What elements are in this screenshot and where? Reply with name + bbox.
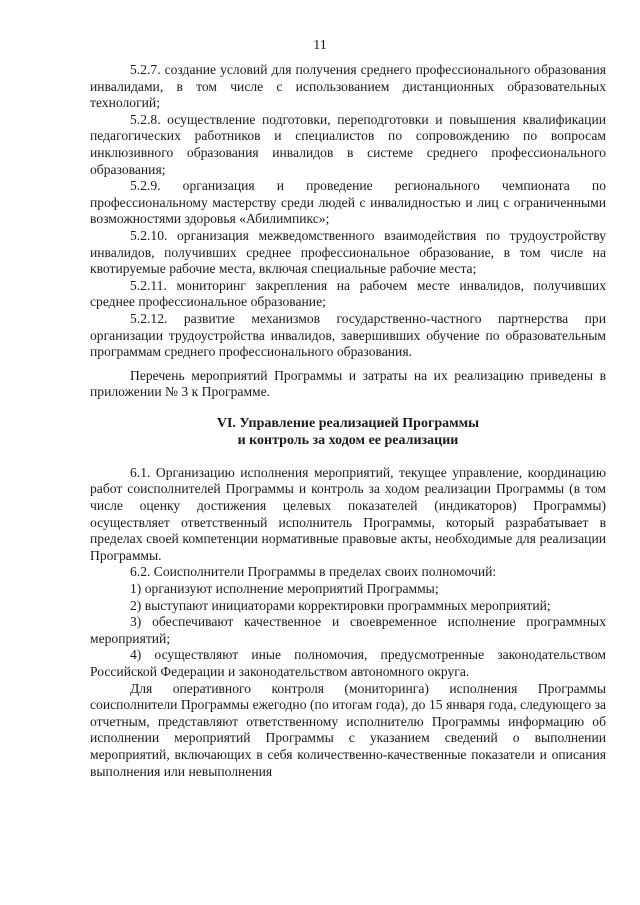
list-item-3: 3) обеспечивают качественное и своевременное исполнение программных мероприятий;	[90, 614, 606, 646]
paragraph-5-2-12: 5.2.12. развитие механизмов государственно-частного партнерства при организации трудоустройства инвалидов, завершивших обучение по образовательным программам среднего профессионального образования.	[90, 310, 606, 360]
section-heading-line-1: VI. Управление реализацией Программы	[216, 415, 480, 431]
list-item-4: 4) осуществляют иные полномочия, предусмотренные законодательством Российской Федерации и законодательством автономного округа.	[90, 647, 606, 679]
monitoring-paragraph: Для оперативного контроля (мониторинга) исполнения Программы соисполнители Программы ежегодно (по итогам года), до 15 января года, следующего за отчетным, представляют ответственному исполнителю Программы информацию об исполнении мероприятий Программы с указанием сведений о выполнении мероприятий, включающих в себя количественно-качественные показатели и описания выполнения или невыполнения	[90, 680, 606, 779]
document-body	[90, 62, 606, 780]
section-heading	[90, 415, 606, 449]
paragraph-5-2-9: 5.2.9. организация и проведение регионального чемпионата по профессиональному мастерству среди людей с инвалидностью и лиц с ограниченными возможностями здоровья «Абилимпикс»;	[90, 178, 606, 227]
paragraph-5-2-11: 5.2.11. мониторинг закрепления на рабочем месте инвалидов, получивших среднее профессиональное образование;	[90, 277, 606, 310]
section-heading-line-2: и контроль за ходом ее реализации	[237, 432, 459, 448]
page-number: 11	[313, 38, 327, 53]
paragraph-5-2-8: 5.2.8. осуществление подготовки, переподготовки и повышения квалификации педагогических работников и специалистов по сопровождению по вопросам инклюзивного образования инвалидов в системе среднего профессионального образования;	[90, 111, 606, 177]
list-item-2: 2) выступают инициаторами корректировки программных мероприятий;	[130, 597, 551, 613]
paragraph-5-2-7: 5.2.7. создание условий для получения среднего профессионального образования инвалидами, в том числе с использованием дистанционных образовательных технологий;	[90, 62, 606, 111]
paragraph-5-2-10: 5.2.10. организация межведомственного взаимодействия по трудоустройству инвалидов, получивших среднее профессиональное образование, в том числе на квотируемые рабочие места, включая специальные рабочие места;	[90, 227, 606, 277]
annex-note-paragraph: Перечень мероприятий Программы и затраты на их реализацию приведены в приложении № 3 к Программе.	[90, 367, 606, 400]
paragraph-6-2: 6.2. Соисполнители Программы в пределах своих полномочий:	[130, 564, 497, 580]
list-item-1: 1) организуют исполнение мероприятий Программы;	[130, 581, 439, 597]
paragraph-6-1: 6.1. Организацию исполнения мероприятий, текущее управление, координацию работ соисполнителей Программы и контроль за ходом реализации Программы (в том числе оценку достижения целевых показателей (индикаторов) Программы) осуществляет ответственный исполнитель Программы, который разрабатывает в пределах своей компетенции нормативные правовые акты, необходимые для реализации Программы.	[90, 464, 606, 563]
